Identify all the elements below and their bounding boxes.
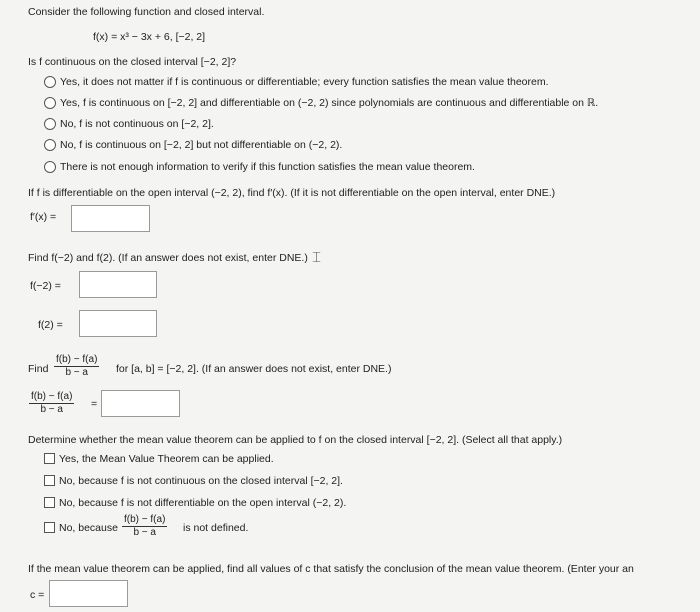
q5-fraction-denominator: b − a [133,527,156,538]
q3-label-b: f(2) = [38,319,63,331]
q1-prompt: Is f continuous on the closed interval [−2, 2]? [28,56,237,68]
text-cursor-icon: ⌶ [312,248,322,266]
q1-radio-option-2[interactable] [44,97,56,109]
q5-option-4-fraction [122,514,167,539]
q5-option-3-label: No, because f is not differentiable on the open interval (−2, 2). [59,497,347,509]
q4-equals: = [91,398,98,410]
f-neg2-input[interactable] [79,271,157,298]
q2-label: f′(x) = [30,211,57,223]
q1-option-4-label: No, f is continuous on [−2, 2] but not differentiable on (−2, 2). [60,139,343,151]
q6-prompt: If the mean value theorem can be applied, find all values of c that satisfy the conclusion of the mean value theorem. (Enter your an [28,563,634,575]
q1-option-1-label: Yes, it does not matter if f is continuous or differentiable; every function satisfies the mean value theorem. [60,76,549,88]
q1-radio-option-3[interactable] [44,118,56,130]
q1-option-2-label: Yes, f is continuous on [−2, 2] and differentiable on (−2, 2) since polynomials are continuous and differentiable on ℝ. [60,97,599,109]
q5-option-1-label: Yes, the Mean Value Theorem can be applied. [59,453,274,465]
q5-checkbox-option-3[interactable] [44,497,55,508]
q1-radio-option-1[interactable] [44,76,56,88]
q5-option-4-suffix: is not defined. [183,522,249,534]
q4-answer-denominator: b − a [40,404,63,415]
q5-prompt: Determine whether the mean value theorem can be applied to f on the closed interval [−2, 2]. (Select all that apply.) [28,434,563,446]
c-values-input[interactable] [49,580,128,607]
q6-label: c = [30,589,45,601]
q5-checkbox-option-1[interactable] [44,453,55,464]
q2-prompt: If f is differentiable on the open interval (−2, 2), find f′(x). (If it is not differentiable on the open interval, enter DNE.) [28,187,556,199]
q4-fraction-denominator: b − a [65,367,88,378]
q4-answer-fraction [29,391,74,416]
q5-checkbox-option-4[interactable] [44,522,55,533]
q4-answer-numerator: f(b) − f(a) [31,391,73,402]
intro-text: Consider the following function and closed interval. [28,6,265,18]
f-2-input[interactable] [79,310,157,337]
q3-prompt: Find f(−2) and f(2). (If an answer does not exist, enter DNE.) [28,252,308,264]
q4-suffix: for [a, b] = [−2, 2]. (If an answer does not exist, enter DNE.) [116,363,392,375]
q5-option-2-label: No, because f is not continuous on the closed interval [−2, 2]. [59,475,343,487]
difference-quotient-input[interactable] [101,390,180,417]
q3-label-a: f(−2) = [30,280,61,292]
derivative-input[interactable] [71,205,150,232]
q4-fraction-numerator: f(b) − f(a) [56,354,98,365]
q4-find-label: Find [28,363,49,375]
q5-checkbox-option-2[interactable] [44,475,55,486]
q5-option-4-prefix: No, because [59,522,118,534]
q1-radio-option-4[interactable] [44,139,56,151]
q1-option-3-label: No, f is not continuous on [−2, 2]. [60,118,214,130]
q4-fraction [54,354,99,379]
q1-radio-option-5[interactable] [44,161,56,173]
function-definition: f(x) = x³ − 3x + 6, [−2, 2] [93,31,206,43]
q1-option-5-label: There is not enough information to verify if this function satisfies the mean value theorem. [60,161,475,173]
q5-fraction-numerator: f(b) − f(a) [124,514,166,525]
